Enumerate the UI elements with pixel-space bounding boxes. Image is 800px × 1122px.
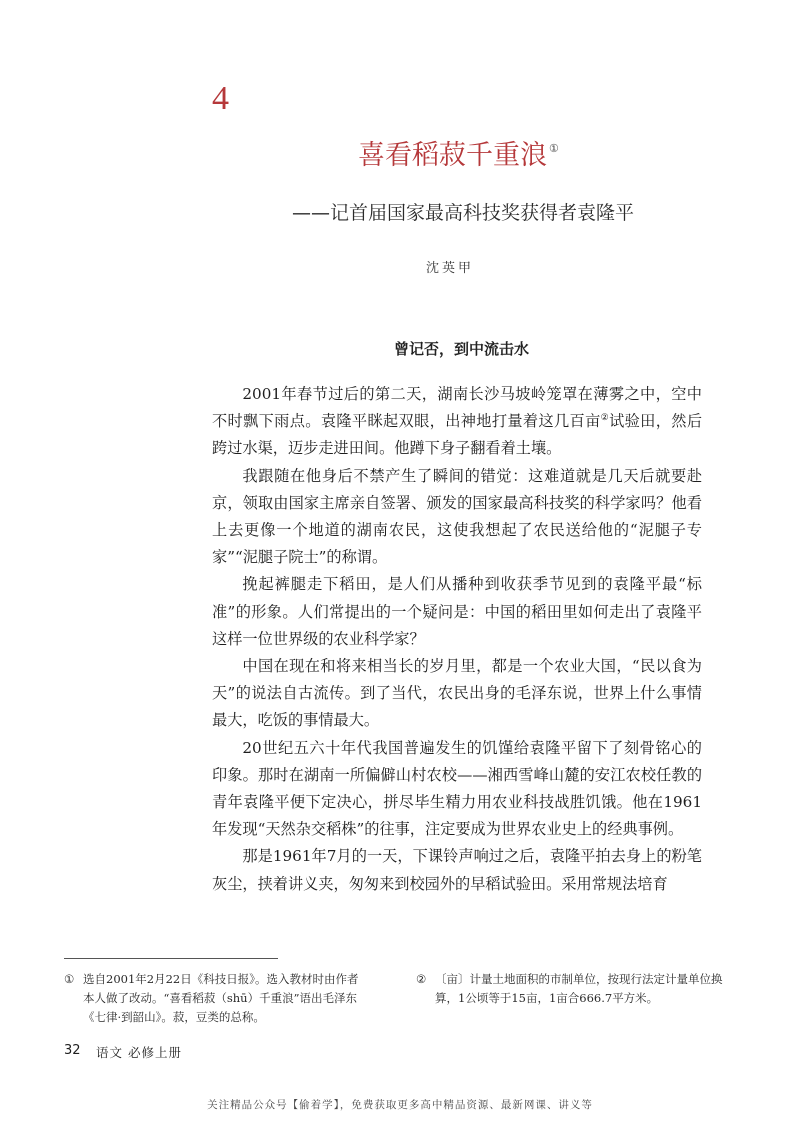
page-number: 32: [64, 1043, 81, 1058]
paragraph: 2001年春节过后的第二天，湖南长沙马坡岭笼罩在薄雾之中，空中不时飘下雨点。袁隆平眯起双眼，出神地打量着这几百亩②试验田，然后跨过水渠，迈步走进田间。他蹲下身子翻看着土壤。: [212, 385, 703, 458]
footnote-divider: [64, 958, 278, 959]
footnote-mark: ②: [416, 972, 427, 986]
paragraph: 20世纪五六十年代我国普遍发生的饥馑给袁隆平留下了刻骨铭心的印象。那时在湖南一所偏僻山村农校——湘西雪峰山麓的安江农校任教的青年袁隆平便下定决心，拼尽毕生精力用农业科技战胜饥饿。他在1961年发现“天然杂交稻株”的往事，注定要成为世界农业史上的经典事例。: [212, 738, 702, 839]
footnote-text: 选自2001年2月22日《科技日报》。选入教材时由作者本人做了改动。“喜看稻菽（shū）千重浪”语出毛泽东《七律·到韶山》。菽，豆类的总称。: [83, 972, 359, 1024]
title-footnote-marker[interactable]: ①: [549, 142, 559, 155]
footnote-mark: ①: [64, 972, 75, 986]
paragraph: 挽起裤腿走下稻田，是人们从播种到收获季节见到的袁隆平最“标准”的形象。人们常提出的一个疑问是：中国的稻田里如何走出了袁隆平这样一位世界级的农业科学家？: [212, 575, 702, 648]
book-name: 语文 必修上册: [96, 1045, 182, 1060]
section-heading: 曾记否，到中流击水: [393, 340, 529, 358]
footnote-text: 〔亩〕计量土地面积的市制单位，按现行法定计量单位换算，1公顷等于15亩，1亩合666.7平方米。: [435, 972, 723, 1005]
article-title-text: 喜看稻菽千重浪: [358, 140, 547, 171]
paragraph: 那是1961年7月的一天，下课铃声响过之后，袁隆平拍去身上的粉笔灰尘，挟着讲义夹，匆匆来到校园外的早稻试验田。采用常规法培育: [212, 847, 702, 893]
article-body: [212, 381, 702, 898]
article-title: [358, 140, 559, 172]
footnote: [64, 970, 364, 1027]
footnote-marker[interactable]: ②: [600, 413, 610, 424]
paragraph: 中国在现在和将来相当长的岁月里，都是一个农业大国，“民以食为天”的说法自古流传。到了当代，农民出身的毛泽东说，世界上什么事情最大，吃饭的事情最大。: [212, 657, 702, 730]
author-name: 沈英甲: [426, 261, 475, 276]
footnote: [416, 970, 732, 1008]
promo-banner: 关注精品公众号【偷着学】，免费获取更多高中精品资源、最新网课、讲义等: [207, 1099, 593, 1111]
lesson-number: 4: [212, 80, 229, 117]
article-subtitle: ——记首届国家最高科技奖获得者袁隆平: [292, 202, 635, 224]
paragraph: 我跟随在他身后不禁产生了瞬间的错觉：这难道就是几天后就要赴京，领取由国家主席亲自签署、颁发的国家最高科技奖的科学家吗？他看上去更像一个地道的湖南农民，这使我想起了农民送给他的“泥腿子专家”“泥腿子院士”的称谓。: [212, 466, 702, 567]
